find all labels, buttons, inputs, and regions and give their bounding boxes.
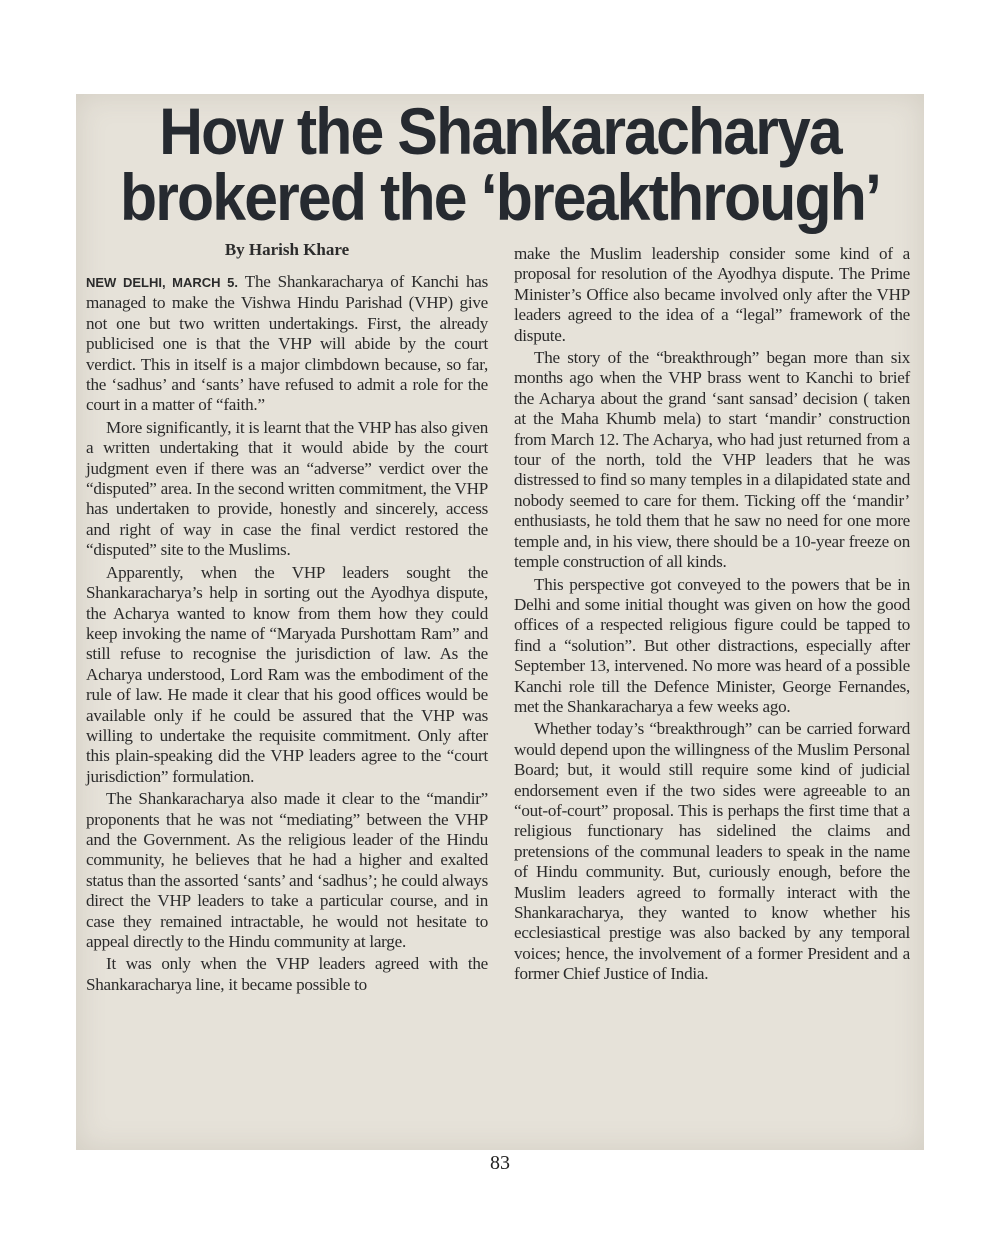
paragraph: It was only when the VHP leaders agreed with the Shankaracharya line, it became possible to: [86, 954, 488, 994]
paragraph: This perspective got conveyed to the powers that be in Delhi and some initial thought was given on how the good offices of a respected religious figure could be tapped to find a “solution”. But other distractions, especially after September 13, intervened. No more was heard of a possible Kanchi role till the Defence Minister, George Fernandes, met the Shankaracharya a few weeks ago.: [514, 574, 910, 716]
paragraph-text: The Shankaracharya of Kanchi has managed to make the Vishwa Hindu Parishad (VHP) give not one but two written undertakings. First, the already publicised one is that the VHP will abide by the court verdict. This in itself is a major climbdown because, so far, the ‘sadhus’ and ‘sants’ have refused to admit a role for the court in a matter of “faith.”: [86, 272, 489, 415]
headline: [110, 94, 890, 234]
article-column-left: [86, 272, 488, 997]
paragraph: [86, 272, 488, 416]
paragraph: The Shankaracharya also made it clear to the “mandir” proponents that he was not “mediating” between the VHP and the Government. As the religious leader of the Hindu community, he believes that he had a higher and exalted status than the assorted ‘sants’ and ‘sadhus’; he could always direct the VHP leaders to take a particular course, and in case they remained intractable, he would not hesitate to appeal directly to the Hindu community at large.: [86, 789, 488, 951]
article-column-right: [514, 244, 910, 987]
paragraph: Apparently, when the VHP leaders sought the Shankaracharya’s help in sorting out the Ayodhya dispute, the Acharya wanted to know from them how they could keep invoking the name of “Maryada Purshottam Ram” and still refuse to recognise the jurisdiction of law. As the Acharya understood, Lord Ram was the embodiment of the rule of law. He made it clear that his good offices would be available only if he could be assured that the VHP was willing to undertake the requisite commitment. Only after this plain-speaking did the VHP leaders agree to the “court jurisdiction” formulation.: [86, 562, 488, 786]
paragraph: The story of the “breakthrough” began more than six months ago when the VHP brass went to Kanchi to brief the Acharya about the grand ‘sant sansad’ decision ( taken at the Maha Khumb mela) to start ‘mandir’ construction from March 12. The Acharya, who had just returned from a tour of the north, told the VHP leaders that he was distressed to find so many temples in a dilapidated state and nobody seemed to care for them. Ticking off the ‘mandir’ enthusiasts, he told them that he saw no need for one more temple and, in his view, there should be a 10-year freeze on temple construction of all kinds.: [514, 348, 910, 572]
newspaper-clipping: [76, 94, 924, 1150]
paragraph: More significantly, it is learnt that the VHP has also given a written undertaking that it would abide by the court judgment even if there was an “adverse” verdict over the “disputed” area. In the second written commitment, the VHP has undertaken to provide, honestly and sincerely, access and right of way in case the final verdict restored the “disputed” site to the Muslims.: [86, 417, 488, 560]
dateline: NEW DELHI, MARCH 5.: [86, 275, 239, 290]
paragraph: make the Muslim leadership consider some kind of a proposal for resolution of the Ayodhya dispute. The Prime Minister’s Office also became involved only after the VHP leaders agreed to the idea of a “legal” framework of the dispute.: [514, 244, 910, 345]
byline: By Harish Khare: [224, 240, 350, 259]
paragraph: Whether today’s “breakthrough” can be carried forward would depend upon the willingness of the Muslim Personal Board; but, it would still require some kind of judicial endorsement even if the two sides were agreeable to an “out-of-court” proposal. This is perhaps the first time that a religious functionary has sidelined the claims and pretensions of the communal leaders to speak in the name of Hindu community. But, curiously enough, before the Muslim leaders agreed to formally interact with the Shankaracharya, they wanted to know whether his ecclesiastical prestige was also backed by any temporal voices; hence, the involvement of a former President and a former Chief Justice of India.: [514, 719, 910, 984]
headline-line-2: brokered the ‘breakthrough’: [119, 160, 881, 234]
page-number: 83: [490, 1152, 510, 1174]
headline-line-1: How the Shankaracharya: [159, 94, 841, 168]
